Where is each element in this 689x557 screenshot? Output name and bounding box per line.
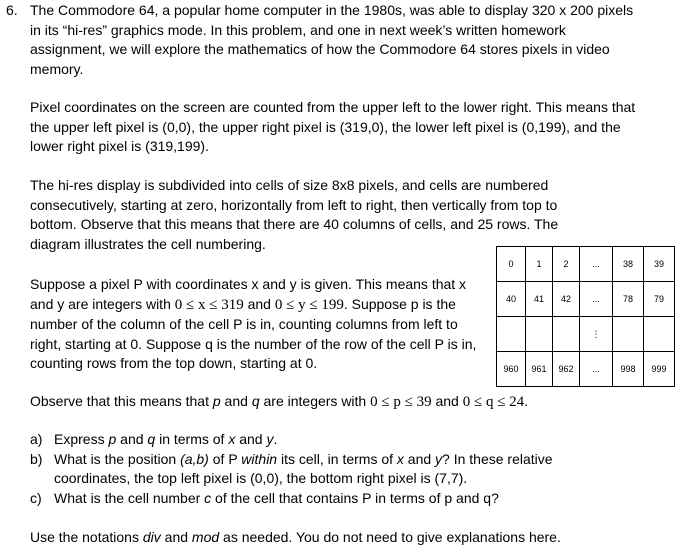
part-variable: x (228, 431, 236, 447)
diagram-cell: 1 (526, 247, 553, 282)
observe-text: . (524, 393, 529, 409)
diagram-cell: ⋮ (580, 317, 613, 352)
diagram-cell: 78 (613, 282, 644, 317)
diagram-cell: ... (580, 352, 613, 387)
part-text: What is the position (54, 450, 181, 467)
part-emphasis: within (241, 450, 278, 467)
notation-text: and (160, 529, 192, 545)
problem-number: 6. (6, 2, 18, 18)
notation-div: div (142, 529, 161, 545)
diagram-cell: 79 (644, 282, 675, 317)
notation-text: Use the notations (30, 529, 143, 545)
diagram-row (497, 317, 675, 352)
part-variable: p (108, 431, 117, 447)
part-variable: y (266, 431, 274, 447)
part-variable: x (396, 450, 404, 467)
diagram-cell: 39 (644, 247, 675, 282)
diagram-cell: 42 (553, 282, 580, 317)
part-c (30, 489, 630, 509)
part-text: its cell, in terms of (277, 450, 397, 467)
part-text: and (403, 450, 436, 467)
notation-paragraph (30, 528, 640, 548)
variable-q: q (251, 393, 260, 409)
pixel-y-inequality: 0 ≤ y ≤ 199 (274, 296, 344, 313)
diagram-cell: 2 (553, 247, 580, 282)
diagram-row (497, 282, 675, 317)
diagram-cell (553, 317, 580, 352)
observe-text: are integers with (259, 393, 371, 409)
part-text: Express (54, 431, 109, 447)
pixel-text: Suppose a pixel P with coordinates x and y is given. This means that x and y are integers with (30, 276, 467, 312)
pixel-x-inequality: 0 ≤ x ≤ 319 (174, 296, 244, 313)
diagram-cell: 41 (526, 282, 553, 317)
part-text: of P (208, 450, 242, 467)
cells-paragraph: The hi-res display is subdivided into cells of size 8x8 pixels, and cells are numbered consecutively, starting at zero, horizontally from left to right, then vertically from top to bottom. Observe that this means that there are 40 columns of cells, and 25 rows. The diagram illustrates the cell numbering. (30, 177, 559, 252)
diagram-cell (497, 317, 526, 352)
coordinates-paragraph: Pixel coordinates on the screen are counted from the upper left to the lower right. This means that the upper left pixel is (0,0), the upper right pixel is (319,0), the lower left pixel is (0,199), and the lower right pixel is (319,199). (30, 99, 636, 154)
diagram-cell: 960 (497, 352, 526, 387)
diagram-row (497, 247, 675, 282)
diagram-cell: 0 (497, 247, 526, 282)
diagram-cell: 40 (497, 282, 526, 317)
observe-text: and (431, 393, 463, 409)
part-a (30, 430, 630, 450)
cell-numbering-diagram (496, 246, 675, 387)
diagram-cell: ... (580, 247, 613, 282)
diagram-cell: 38 (613, 247, 644, 282)
part-variable: q (147, 431, 156, 447)
q-inequality: 0 ≤ q ≤ 24 (462, 394, 525, 410)
part-b (30, 450, 630, 489)
diagram-cell: ... (580, 282, 613, 317)
variable-p: p (212, 393, 221, 409)
part-text: in terms of (155, 431, 229, 447)
part-variable: c (204, 489, 212, 506)
observe-paragraph (30, 392, 640, 413)
pixel-text: . Suppose p is the number of the column of the cell P is in, counting columns from left to right, starting at 0. Suppose q is the number of the row of the cell P is in, counting rows from the top down, starting at 0. (30, 295, 477, 371)
observe-text: Observe that this means that (30, 393, 213, 409)
part-variable: (a,b) (180, 450, 209, 467)
diagram-cell (613, 317, 644, 352)
diagram-cell (644, 317, 675, 352)
notation-text: as needed. You do not need to give explanations here. (219, 529, 561, 545)
part-marker: b) (30, 450, 43, 467)
diagram-cell: 998 (613, 352, 644, 387)
pixel-text: and (243, 295, 275, 312)
question-parts (30, 430, 630, 508)
intro-paragraph: The Commodore 64, a popular home computer in the 1980s, was able to display 320 x 200 pixels in its “hi-res” graphics mode. In this problem, and one in next week’s written homework assignment, we will explore the mathematics of how the Commodore 64 stores pixels in video memory. (30, 2, 634, 77)
observe-text: and (220, 393, 252, 409)
part-text: and (116, 431, 148, 447)
pixel-paragraph (30, 275, 490, 374)
notation-mod: mod (191, 529, 220, 545)
part-text: and (235, 431, 267, 447)
diagram-cell: 999 (644, 352, 675, 387)
diagram-row (497, 352, 675, 387)
part-text: . (273, 431, 278, 447)
part-marker: c) (30, 489, 42, 506)
p-inequality: 0 ≤ p ≤ 39 (370, 394, 432, 410)
part-text: of the cell that contains P in terms of p and q? (211, 489, 499, 506)
part-variable: y (435, 450, 443, 467)
part-text: What is the cell number (54, 489, 205, 506)
diagram-cell: 962 (553, 352, 580, 387)
diagram-cell: 961 (526, 352, 553, 387)
diagram-cell (526, 317, 553, 352)
part-text: ? In these relative coordinates, the top left pixel is (0,0), the bottom right pixel is (7,7). (54, 450, 553, 486)
part-marker: a) (30, 431, 43, 447)
